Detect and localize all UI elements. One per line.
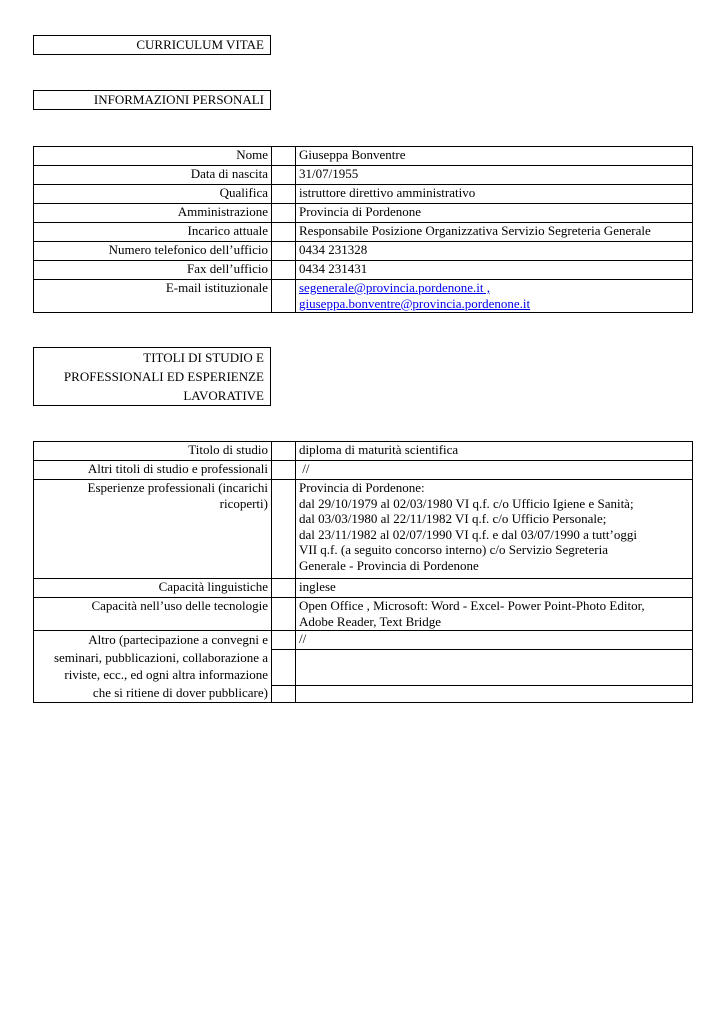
fax-value: 0434 231431 <box>296 261 693 280</box>
name-value: Giuseppa Bonventre <box>296 147 693 166</box>
personal-info-title: INFORMAZIONI PERSONALI <box>93 92 264 107</box>
email-label: E-mail istituzionale <box>34 280 272 313</box>
experience-line: Provincia di Pordenone: <box>299 480 425 495</box>
table-row <box>34 147 693 166</box>
email-link-1[interactable]: segenerale@provincia.pordenone.it <box>299 280 484 295</box>
phone-label: Numero telefonico dell’ufficio <box>34 242 272 261</box>
empty-cell <box>296 686 693 703</box>
studies-title-line: PROFESSIONALI ED ESPERIENZE <box>63 369 264 384</box>
cv-title: CURRICULUM VITAE <box>136 37 264 52</box>
other-value: // <box>296 631 693 650</box>
table-row <box>34 261 693 280</box>
experience-line: VII q.f. (a seguito concorso interno) c/o Servizio Segreteria <box>299 542 609 557</box>
table-row <box>34 223 693 242</box>
qualification-value: istruttore direttivo amministrativo <box>296 185 693 204</box>
other-titles-value: // <box>296 461 693 480</box>
table-row <box>34 631 693 650</box>
administration-value: Provincia di Pordenone <box>296 204 693 223</box>
other-label-line: Altro (partecipazione a convegni e <box>88 632 268 647</box>
other-label-line: che si ritiene di dover pubblicare) <box>92 684 268 700</box>
table-row <box>34 166 693 185</box>
qualification-label: Qualifica <box>34 185 272 204</box>
birth-value: 31/07/1955 <box>296 166 693 185</box>
tech-line: Open Office , Microsoft: Word - Excel- Power Point-Photo Editor, <box>299 598 645 613</box>
languages-label: Capacità linguistiche <box>34 579 272 598</box>
other-titles-label: Altri titoli di studio e professionali <box>34 461 272 480</box>
table-row <box>34 204 693 223</box>
email-link-2[interactable]: giuseppa.bonventre@provincia.pordenone.it <box>299 295 531 311</box>
table-row <box>34 461 693 480</box>
tech-line: Adobe Reader, Text Bridge <box>299 613 442 629</box>
email-cell <box>296 280 693 313</box>
name-label: Nome <box>34 147 272 166</box>
languages-value: inglese <box>296 579 693 598</box>
other-label <box>34 631 272 703</box>
degree-value: diploma di maturità scientifica <box>296 442 693 461</box>
email-separator: , <box>483 280 491 295</box>
experience-line: Generale - Provincia di Pordenone <box>299 557 479 573</box>
experience-value <box>296 480 693 579</box>
studies-table <box>33 441 693 703</box>
experience-label-line: Esperienze professionali (incarichi <box>87 480 268 495</box>
fax-label: Fax dell’ufficio <box>34 261 272 280</box>
table-row <box>34 280 693 313</box>
degree-label: Titolo di studio <box>34 442 272 461</box>
experience-line: dal 23/11/1982 al 02/07/1990 VI q.f. e dal 03/07/1990 a tutt’oggi <box>299 526 637 542</box>
other-label-line: seminari, pubblicazioni, collaborazione a <box>53 649 268 665</box>
phone-value: 0434 231328 <box>296 242 693 261</box>
role-value: Responsabile Posizione Organizzativa Servizio Segreteria Generale <box>296 223 693 242</box>
experience-line: dal 03/03/1980 al 22/11/1982 VI q.f. c/o Ufficio Personale; <box>299 511 607 526</box>
tech-value <box>296 598 693 631</box>
studies-title-line: LAVORATIVE <box>183 388 264 403</box>
tech-label: Capacità nell’uso delle tecnologie <box>34 598 272 631</box>
role-label: Incarico attuale <box>34 223 272 242</box>
empty-cell <box>296 650 693 686</box>
cv-title-box <box>33 35 271 55</box>
personal-info-table <box>33 146 693 313</box>
studies-title-box <box>33 347 271 406</box>
table-row <box>34 242 693 261</box>
table-row <box>34 480 693 579</box>
experience-label-line: ricoperti) <box>219 495 268 511</box>
experience-label <box>34 480 272 579</box>
table-row <box>34 579 693 598</box>
administration-label: Amministrazione <box>34 204 272 223</box>
birth-label: Data di nascita <box>34 166 272 185</box>
personal-info-title-box <box>33 90 271 110</box>
table-row <box>34 442 693 461</box>
experience-line: dal 29/10/1979 al 02/03/1980 VI q.f. c/o Ufficio Igiene e Sanità; <box>299 495 634 511</box>
table-row <box>34 598 693 631</box>
table-row <box>34 185 693 204</box>
other-label-line: riviste, ecc., ed ogni altra informazione <box>64 667 268 682</box>
studies-title-line: TITOLI DI STUDIO E <box>143 350 264 365</box>
